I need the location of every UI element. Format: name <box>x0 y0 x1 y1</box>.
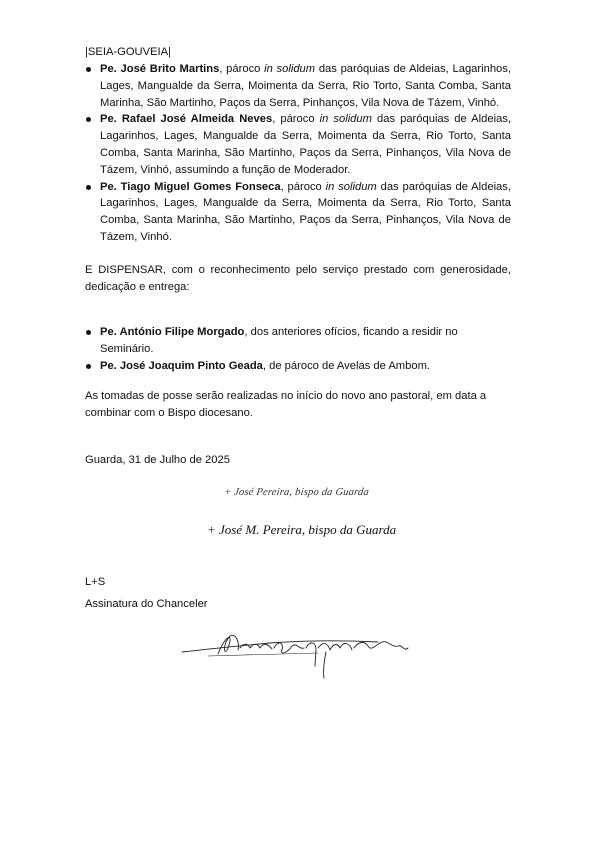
list-item: Pe. José Joaquim Pinto Geada, de pároco de Avelas de Ambom. <box>85 358 511 375</box>
tomadas-paragraph: As tomadas de posse serão realizadas no início do novo ano pastoral, em data a combinar com o Bispo diocesano. <box>85 390 487 419</box>
list-item: Pe. José Brito Martins, pároco in solidum das paróquias de Aldeias, Lagarinhos, Lages, Mangualde da Serra, Moimenta da Serra, Rio Torto, Santa Comba, Santa Marinha, São Martinho, Paços da Serra, Pinhanços, Vila Nova de Tázem, Vinhó. <box>85 61 511 111</box>
chancellor-label: Assinatura do Chanceler <box>85 598 208 610</box>
priest-name: Pe. António Filipe Morgado <box>100 326 245 338</box>
list-item: Pe. Rafael José Almeida Neves, pároco in solidum das paróquias de Aldeias, Lagarinhos, Lages, Mangualde da Serra, Moimenta da Serra, Rio Torto, Santa Comba, Santa Marinha, São Martinho, Paços da Serra, Pinhanços, Vila Nova de Tázem, Vinhó, assumindo a função de Moderador. <box>85 111 511 178</box>
seal-label: L+S <box>85 576 106 588</box>
list-item: Pe. António Filipe Morgado, dos anteriores ofícios, ficando a residir no Seminário. <box>85 324 511 358</box>
priest-name: Pe. Tiago Miguel Gomes Fonseca <box>100 180 281 193</box>
date-line: Guarda, 31 de Julho de 2025 <box>85 454 230 466</box>
dispensar-paragraph: E DISPENSAR, com o reconhecimento pelo serviço prestado com generosidade, dedicação e entrega: <box>85 264 511 293</box>
chancellor-signature <box>178 622 418 682</box>
bishop-handwritten-signature: + José Pereira, bispo da Guarda <box>223 487 370 498</box>
bishop-signature-line: + José M. Pereira, bispo da Guarda <box>207 522 397 537</box>
priest-name: Pe. José Joaquim Pinto Geada <box>100 359 263 372</box>
section-header: |SEIA-GOUVEIA| <box>85 46 172 58</box>
list-item: Pe. Tiago Miguel Gomes Fonseca, pároco in solidum das paróquias de Aldeias, Lagarinhos, Lages, Mangualde da Serra, Moimenta da Serra, Rio Torto, Santa Comba, Santa Marinha, São Martinho, Paços da Serra, Pinhanços, Vila Nova de Tázem, Vinhó. <box>85 179 511 246</box>
priest-name: Pe. José Brito Martins <box>100 63 220 75</box>
appointments-list <box>85 61 511 246</box>
dispensed-list <box>85 324 511 374</box>
priest-name: Pe. Rafael José Almeida Neves <box>100 113 273 126</box>
